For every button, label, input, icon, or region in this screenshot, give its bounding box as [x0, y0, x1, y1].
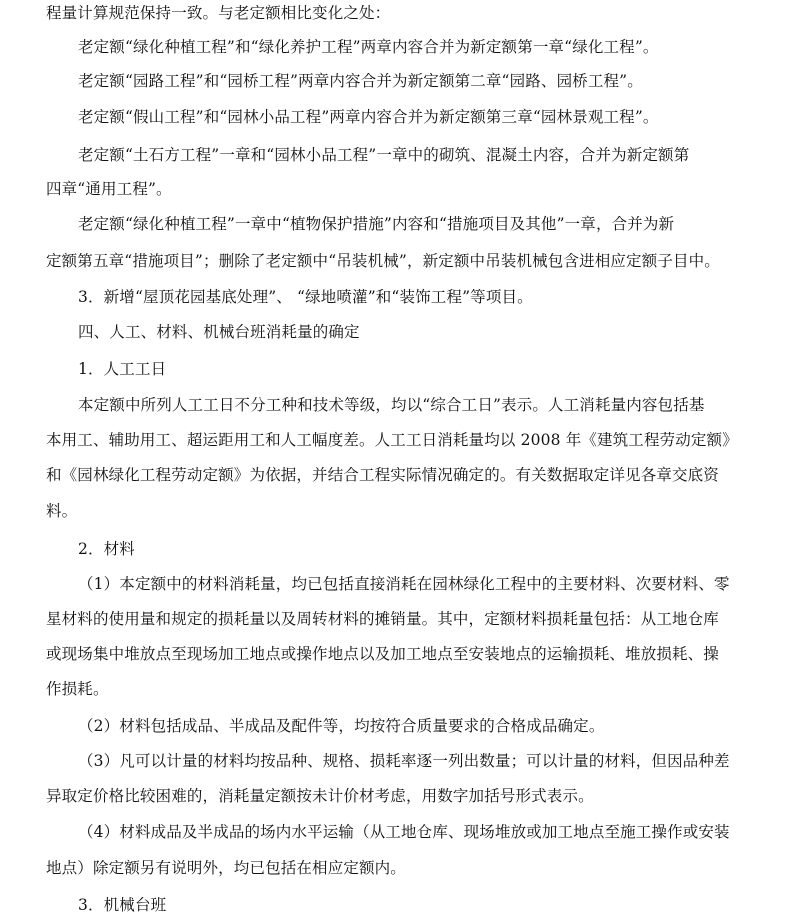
text-line: 地点）除定额另有说明外，均已包括在相应定额内。 — [46, 859, 406, 877]
text-line: 老定额“园路工程”和“园桥工程”两章内容合并为新定额第二章“园路、园桥工程”。 — [78, 72, 643, 90]
text-line: 四章“通用工程”。 — [46, 180, 172, 198]
text-line: 和《园林绿化工程劳动定额》为依据，并结合工程实际情况确定的。有关数据取定详见各章交底资 — [46, 466, 719, 484]
text-line: 老定额“假山工程”和“园林小品工程”两章内容合并为新定额第三章“园林景观工程”。 — [78, 108, 659, 126]
section-heading: 四、人工、材料、机械台班消耗量的确定 — [78, 323, 360, 341]
text-line: 定额第五章“措施项目”；删除了老定额中“吊装机械”，新定额中吊装机械包含进相应定额子目中。 — [46, 252, 720, 270]
text-line: 异取定价格比较困难的，消耗量定额按未计价材考虑，用数字加括号形式表示。 — [46, 787, 594, 805]
text-line: （1）本定额中的材料消耗量，均已包括直接消耗在园林绿化工程中的主要材料、次要材料、零 — [78, 575, 730, 593]
text-line: 星材料的使用量和规定的损耗量以及周转材料的摊销量。其中，定额材料损耗量包括：从工地仓库 — [46, 610, 719, 628]
text-line: 本定额中所列人工工日不分工种和技术等级，均以“综合工日”表示。人工消耗量内容包括基 — [78, 396, 705, 414]
text-line: 程量计算规范保持一致。与老定额相比变化之处： — [46, 4, 391, 22]
text-line: 料。 — [46, 502, 78, 520]
text-line: 本用工、辅助用工、超运距用工和人工幅度差。人工工日消耗量均以 2008 年《建筑工程劳动定额》 — [46, 431, 738, 449]
text-line: （3）凡可以计量的材料均按品种、规格、损耗率逐一列出数量；可以计量的材料，但因品种差 — [78, 752, 730, 770]
subsection-heading: 3．机械台班 — [78, 896, 167, 914]
text-line: （4）材料成品及半成品的场内水平运输（从工地仓库、现场堆放或加工地点至施工操作或安装 — [78, 823, 730, 841]
text-line: 老定额“土石方工程”一章和“园林小品工程”一章中的砌筑、混凝土内容，合并为新定额第 — [78, 146, 690, 164]
subsection-heading: 1．人工工日 — [78, 360, 167, 378]
text-line: 或现场集中堆放点至现场加工地点或操作地点以及加工地点至安装地点的运输损耗、堆放损耗、操 — [46, 645, 719, 663]
text-line: 作损耗。 — [46, 680, 109, 698]
text-line: （2）材料包括成品、半成品及配件等，均按符合质量要求的合格成品确定。 — [78, 717, 605, 735]
text-line: 老定额“绿化种植工程”和“绿化养护工程”两章内容合并为新定额第一章“绿化工程”。 — [78, 38, 659, 56]
text-line: 老定额“绿化种植工程”一章中“植物保护措施”内容和“措施项目及其他”一章，合并为新 — [78, 215, 675, 233]
text-line: 3．新增“屋顶花园基底处理”、 “绿地喷灌”和“装饰工程”等项目。 — [78, 288, 533, 306]
subsection-heading: 2．材料 — [78, 540, 135, 558]
